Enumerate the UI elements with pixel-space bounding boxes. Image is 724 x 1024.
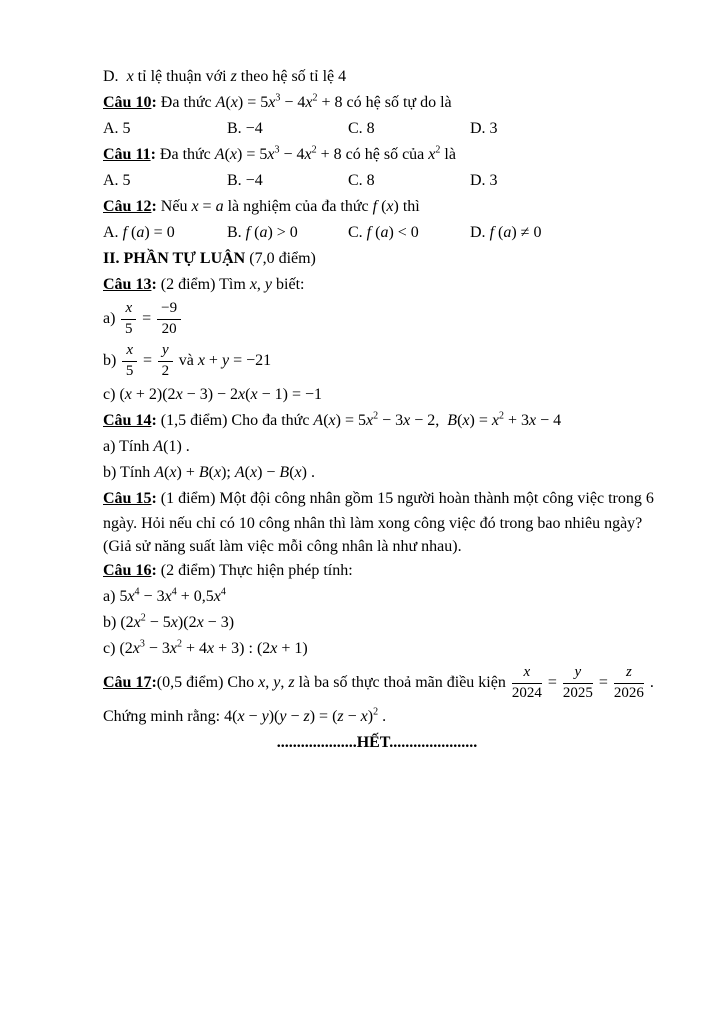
- exponent: 3: [274, 144, 280, 156]
- fraction-numerator: y: [563, 664, 593, 684]
- text-segment: (0,5 điểm) Cho: [156, 674, 259, 691]
- math-expression: A(1): [153, 438, 182, 455]
- text-segment: Đa thức: [155, 146, 215, 163]
- text-segment: ....................HẾT......................: [276, 734, 478, 751]
- end-marker: [103, 730, 651, 756]
- math-expression: $(2x^2 - 5x)(2x - 3)$: [120, 612, 235, 631]
- fraction-denominator: 2026: [613, 684, 644, 701]
- math-expression: x + y = −21: [197, 352, 272, 369]
- math-expression: A(x) + B(x); A(x) − B(x): [154, 464, 307, 481]
- q13-header: [103, 272, 651, 298]
- fraction-denominator: 2024: [511, 684, 542, 701]
- fraction-denominator: 5: [125, 320, 133, 337]
- answer-option: [470, 220, 651, 246]
- text-segment: là nghiệm của đa thức: [223, 198, 373, 215]
- math-expression: =: [543, 674, 561, 691]
- text-segment: và: [174, 352, 198, 369]
- q16-item-c: [103, 636, 651, 662]
- text-segment: C.: [348, 224, 367, 241]
- math-expression: f (a) > 0: [245, 224, 298, 241]
- text-segment: B. −4: [227, 172, 263, 189]
- math-expression: x, y: [249, 276, 273, 293]
- answer-option: [227, 116, 348, 142]
- text-segment: (2 điểm) Thực hiện phép tính:: [156, 562, 353, 579]
- text-segment: biết:: [272, 276, 305, 293]
- q13-item-b: [103, 340, 651, 382]
- math-expression: $4(x - y)(y - z) = (z - x)^2$: [224, 706, 379, 725]
- fraction: [122, 342, 137, 380]
- text-segment: .: [378, 708, 387, 725]
- fraction-denominator: 2025: [562, 684, 593, 701]
- math-expression: $A(x) = 5x^3 - 4x^2 + 8$: [214, 144, 342, 163]
- text-segment: C. 8: [348, 120, 375, 137]
- q17-conclusion: [103, 704, 651, 730]
- text-segment: Câu 15: [103, 490, 152, 507]
- text-segment: c): [103, 640, 120, 657]
- text-segment: :: [151, 94, 157, 111]
- text-segment: :: [150, 146, 156, 163]
- text-segment: (7,0 điểm): [249, 250, 316, 267]
- exponent: 2: [177, 638, 183, 650]
- text-segment: có hệ số tự do là: [342, 94, 452, 111]
- exponent: 2: [373, 706, 379, 718]
- exam-document-body: [103, 64, 654, 756]
- answer-option: [348, 116, 470, 142]
- text-segment: Câu 12: [103, 198, 152, 215]
- exponent: 2: [435, 144, 441, 156]
- text-segment: B. −4: [227, 120, 263, 137]
- text-segment: Nếu: [156, 198, 192, 215]
- fraction-numerator: −9: [157, 300, 181, 320]
- text-segment: (2 điểm) Tìm: [156, 276, 250, 293]
- math-expression: =: [138, 310, 156, 327]
- text-segment: Câu 11: [103, 146, 151, 163]
- text-segment: A. 5: [103, 172, 131, 189]
- q14-item-a: [103, 434, 651, 460]
- exponent: 2: [498, 410, 504, 422]
- text-segment: .: [645, 674, 654, 691]
- text-segment: b) Tính: [103, 464, 155, 481]
- q11-options: [103, 168, 651, 194]
- q12-options: [103, 220, 651, 246]
- math-expression: (x + 2)(2x − 3) − 2x(x − 1) = −1: [119, 386, 322, 403]
- text-segment: có hệ số của: [341, 146, 429, 163]
- text-segment: .: [181, 438, 190, 455]
- text-segment: ngày. Hỏi nếu chỉ có 10 công nhân thì làm xong công việc đó trong bao nhiêu ngày?: [103, 515, 643, 532]
- math-expression: f (x): [372, 198, 399, 215]
- exponent: 4: [220, 586, 226, 598]
- math-expression: =: [139, 352, 157, 369]
- text-segment: Câu 16: [103, 562, 152, 579]
- fraction-denominator: 5: [125, 362, 134, 379]
- answer-option: [103, 220, 227, 246]
- text-segment: II. PHẦN TỰ LUẬN: [103, 250, 250, 267]
- text-segment: là ba số thực thoả mãn điều kiện: [294, 674, 510, 691]
- answer-option: [103, 168, 227, 194]
- text-segment: A.: [103, 224, 123, 241]
- text-segment: a): [103, 588, 120, 605]
- math-expression: f (a) = 0: [122, 224, 175, 241]
- text-segment: D.: [470, 224, 490, 241]
- exponent: 3: [139, 638, 145, 650]
- text-segment: (1 điểm) Một đội công nhân gồm 15 người hoàn thành một công việc trong 6: [156, 490, 654, 507]
- q15-text-line3: [103, 535, 651, 558]
- text-segment: :: [151, 276, 157, 293]
- text-segment: tỉ lệ thuận với: [133, 68, 231, 85]
- text-segment: C. 8: [348, 172, 375, 189]
- fraction-numerator: z: [614, 664, 644, 684]
- exponent: 4: [134, 586, 140, 598]
- math-expression: z: [230, 68, 237, 85]
- q15-text-line1: [103, 486, 654, 512]
- text-segment: là: [440, 146, 456, 163]
- math-expression: $A(x) = 5x^2 - 3x - 2$, $B(x) = x^2 + 3x - 4$: [313, 410, 562, 429]
- text-segment: c): [103, 386, 120, 403]
- text-segment: b): [103, 614, 121, 631]
- q16-header: [103, 558, 651, 584]
- math-expression: x: [126, 68, 134, 85]
- text-segment: D. 3: [470, 172, 498, 189]
- text-segment: Chứng minh rằng:: [103, 708, 225, 725]
- text-segment: b): [103, 352, 121, 369]
- exponent: 2: [373, 410, 379, 422]
- q13-item-a: [103, 298, 651, 340]
- fraction: [158, 342, 173, 380]
- text-segment: D.: [103, 68, 127, 85]
- math-expression: =: [594, 674, 612, 691]
- math-expression: x, y, z: [258, 674, 295, 691]
- math-expression: f (a) < 0: [366, 224, 419, 241]
- q16-item-b: [103, 610, 651, 636]
- text-segment: :: [151, 562, 157, 579]
- answer-option: [348, 220, 470, 246]
- answer-option: [470, 116, 651, 142]
- q13-item-c: [103, 382, 651, 408]
- math-expression: $(2x^3 - 3x^2 + 4x + 3)$ : (2x + 1): [119, 638, 308, 657]
- exponent: 2: [311, 144, 317, 156]
- text-segment: :: [151, 490, 157, 507]
- answer-option: [227, 220, 348, 246]
- fraction-numerator: x: [121, 300, 136, 320]
- text-segment: Câu 14: [103, 412, 152, 429]
- math-expression: $5x^4 - 3x^4 + 0,5x^4$: [119, 586, 226, 605]
- q15-text-line2: [103, 512, 651, 535]
- text-segment: Câu 13: [103, 276, 152, 293]
- q14-item-b: [103, 460, 651, 486]
- q17-header: [103, 662, 654, 704]
- fraction-numerator: x: [512, 664, 542, 684]
- text-segment: B.: [227, 224, 246, 241]
- q9-option-d: [103, 64, 651, 90]
- text-segment: D. 3: [470, 120, 498, 137]
- text-segment: :: [151, 198, 157, 215]
- text-segment: (1,5 điểm) Cho đa thức: [156, 412, 314, 429]
- text-segment: a) Tính: [103, 438, 154, 455]
- fraction-numerator: y: [158, 342, 173, 362]
- text-segment: (Giả sử năng suất làm việc mỗi công nhân là như nhau).: [103, 538, 462, 555]
- fraction: [512, 664, 542, 702]
- text-segment: :: [151, 412, 157, 429]
- fraction: [614, 664, 644, 702]
- math-expression: $A(x) = 5x^3 - 4x^2 + 8$: [215, 92, 343, 111]
- exponent: 2: [140, 612, 146, 624]
- text-segment: :: [151, 674, 157, 691]
- answer-option: [470, 168, 651, 194]
- q10-options: [103, 116, 651, 142]
- fraction: [121, 300, 136, 338]
- q14-header: [103, 408, 651, 434]
- text-segment: Câu 17: [103, 674, 152, 691]
- text-segment: theo hệ số tỉ lệ 4: [236, 68, 347, 85]
- q10-header: [103, 90, 651, 116]
- q11-header: [103, 142, 651, 168]
- text-segment: A. 5: [103, 120, 131, 137]
- exponent: 3: [275, 92, 281, 104]
- text-segment: Đa thức: [156, 94, 216, 111]
- answer-option: [348, 168, 470, 194]
- text-segment: Câu 10: [103, 94, 152, 111]
- q16-item-a: [103, 584, 651, 610]
- answer-option: [103, 116, 227, 142]
- q12-header: [103, 194, 651, 220]
- exponent: 4: [171, 586, 177, 598]
- math-expression: x = a: [191, 198, 224, 215]
- answer-option: [227, 168, 348, 194]
- section-ii-header: [103, 246, 651, 272]
- text-segment: thì: [398, 198, 420, 215]
- text-segment: .: [306, 464, 315, 481]
- fraction: [563, 664, 593, 702]
- text-segment: a): [103, 310, 120, 327]
- fraction-numerator: x: [122, 342, 137, 362]
- fraction: [157, 300, 181, 338]
- fraction-denominator: 20: [161, 320, 177, 337]
- exponent: 2: [312, 92, 318, 104]
- fraction-denominator: 2: [161, 362, 170, 379]
- math-expression: f (a) ≠ 0: [489, 224, 542, 241]
- math-expression: $x^2$: [428, 144, 441, 163]
